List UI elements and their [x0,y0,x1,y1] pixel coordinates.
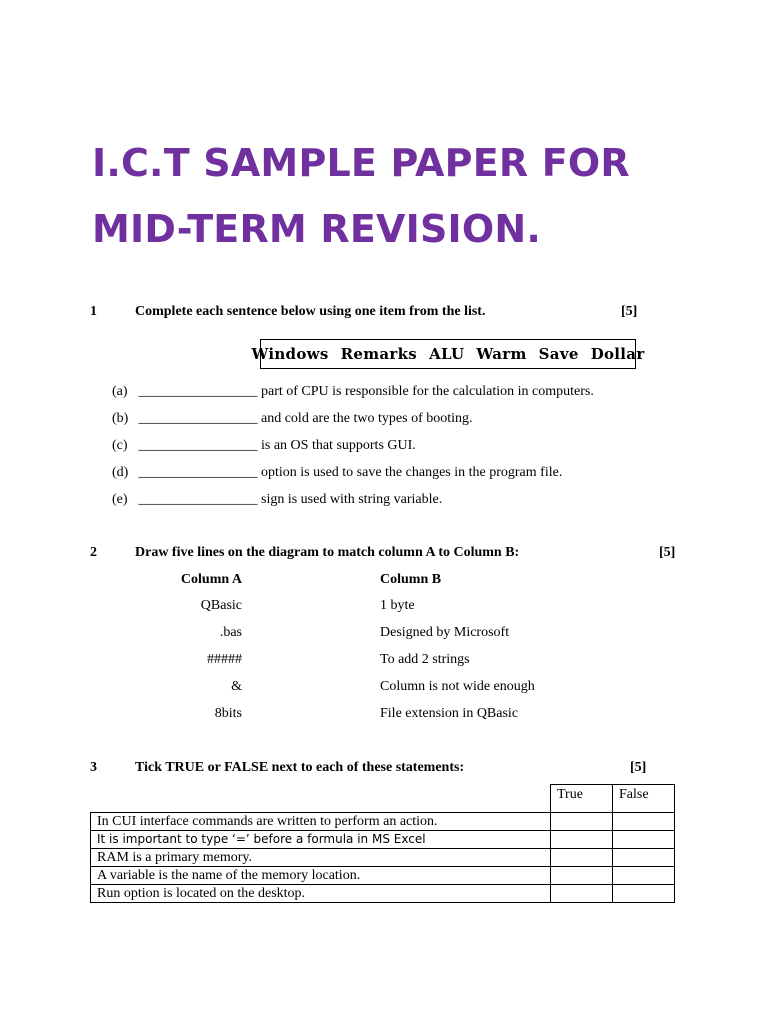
column-b-item: To add 2 strings [380,652,470,667]
sentence-row [112,384,594,400]
column-b-header: Column B [380,572,442,587]
column-a-item: 8bits [214,706,242,721]
question-1-marks: [5] [621,304,638,319]
page-title: I.C.T SAMPLE PAPER FOR MID-TERM REVISION. [92,141,630,251]
word-list-item: ALU [429,345,465,363]
question-1-number: 1 [90,304,97,319]
statement-cell: RAM is a primary memory. [91,849,551,867]
sentence-label: (e) [112,492,128,507]
column-b-item: Column is not wide enough [380,679,535,694]
sentence-text: _________________ is an OS that supports GUI. [138,438,416,453]
column-b-item: File extension in QBasic [380,706,519,721]
sentence-label: (a) [112,384,128,399]
sentence-row [112,411,473,427]
table-row [91,831,675,849]
statement-cell: Run option is located on the desktop. [91,885,551,903]
true-false-table [90,784,675,903]
false-checkbox-cell[interactable] [613,831,675,849]
sentence-text: _________________ sign is used with string variable. [138,492,443,507]
sentence-text: _________________ and cold are the two types of booting. [138,411,473,426]
question-2-prompt: Draw five lines on the diagram to match column A to Column B: [135,545,520,560]
table-row [91,813,675,831]
question-1-prompt: Complete each sentence below using one item from the list. [135,304,486,319]
word-list-item: Save [538,345,579,363]
true-checkbox-cell[interactable] [551,849,613,867]
sentence-label: (b) [112,411,129,426]
question-3-number: 3 [90,760,97,775]
column-a-item: QBasic [200,598,242,613]
false-header: False [613,785,675,813]
table-header-row [91,785,675,813]
sentence-row [112,465,562,481]
statement-cell: In CUI interface commands are written to perform an action. [91,813,551,831]
column-b-item: Designed by Microsoft [380,625,510,640]
false-checkbox-cell[interactable] [613,813,675,831]
question-3-marks: [5] [630,760,647,775]
column-a-item: .bas [219,625,242,640]
table-row [91,849,675,867]
sentence-label: (d) [112,465,129,480]
word-list-item: Remarks [340,345,418,363]
table-row [91,867,675,885]
word-list-item: Windows [251,345,329,363]
table-row [91,885,675,903]
word-list-item: Warm [476,345,527,363]
true-checkbox-cell[interactable] [551,813,613,831]
table-header-spacer [91,785,551,813]
sentence-row [112,492,442,508]
column-a-header: Column A [180,572,242,587]
true-checkbox-cell[interactable] [551,867,613,885]
sentence-row [112,438,416,454]
column-b-item: 1 byte [380,598,415,613]
statement-cell: It is important to type ‘=’ before a formula in MS Excel [91,831,551,849]
true-checkbox-cell[interactable] [551,885,613,903]
false-checkbox-cell[interactable] [613,867,675,885]
false-checkbox-cell[interactable] [613,885,675,903]
true-checkbox-cell[interactable] [551,831,613,849]
statement-cell: A variable is the name of the memory location. [91,867,551,885]
column-a-item: ##### [207,652,242,667]
question-3-prompt: Tick TRUE or FALSE next to each of these statements: [135,760,465,775]
sentence-text: _________________ part of CPU is responsible for the calculation in computers. [138,384,594,399]
false-checkbox-cell[interactable] [613,849,675,867]
question-2-marks: [5] [659,545,676,560]
sentence-text: _________________ option is used to save the changes in the program file. [138,465,563,480]
true-header: True [551,785,613,813]
column-a-item: & [231,679,242,694]
question-2-number: 2 [90,545,97,560]
word-list-item: Dollar [590,345,645,363]
word-list-box [251,339,645,369]
sentence-label: (c) [112,438,128,453]
